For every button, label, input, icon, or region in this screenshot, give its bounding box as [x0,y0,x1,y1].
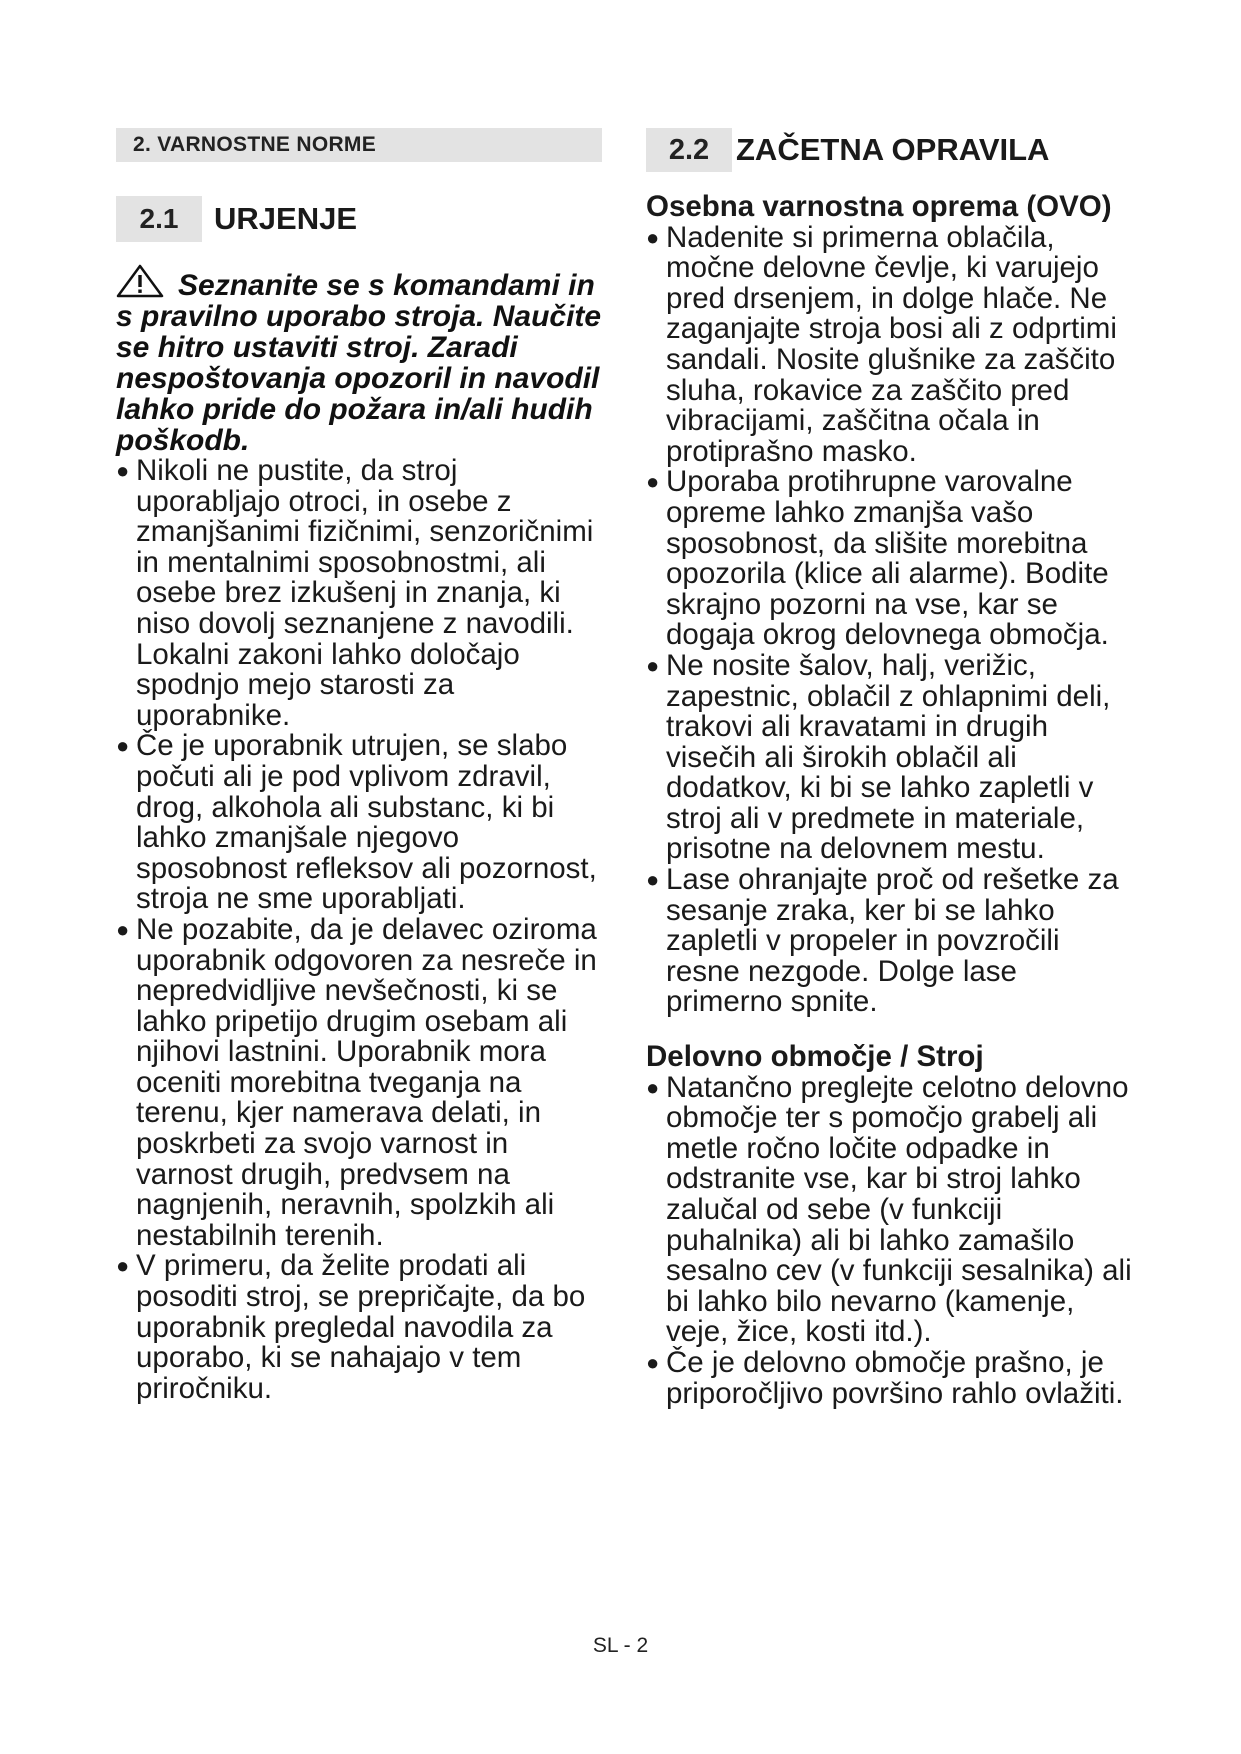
training-list [116,456,602,1404]
list-item-text: Če je uporabnik utrujen, se slabo počuti ali je pod vplivom zdravil, drog, alkohola ali substanc, ki bi lahko zmanjšale njegovo sposobnost refleksov ali pozornost, stroja ne sme uporabljati. [136,729,597,916]
list-item-text: Nikoli ne pustite, da stroj uporabljajo otroci, in osebe z zmanjšanimi fizičnimi, senzoričnimi in mentalnimi sposobnostmi, ali osebe brez izkušenj in znanja, ki niso dovolj seznanjene z navodili. Lokalni zakoni lahko določajo spodnjo mejo starosti za uporabnike. [136,454,594,732]
section-title: 2. VARNOSTNE NORME [116,128,602,162]
warning-text: Seznanite se s komandami in s pravilno uporabo stroja. Naučite se hitro ustaviti stroj. Zaradi nespoštovanja opozoril in navodil lahko pride do požara in/ali hudih poškodb. [116,269,602,457]
bullet-icon: ● [646,1349,660,1375]
warning-block [116,264,602,456]
page-number: SL - 2 [592,1634,649,1657]
warning-triangle-icon [116,264,164,298]
bullet-icon: ● [646,652,660,678]
ovo-list [646,220,1136,1019]
ovo-heading: Osebna varnostna oprema (OVO) [646,190,1112,223]
list-item-text: Lase ohranjajte proč od rešetke za sesanje zraka, ker bi se lahko zapletli v propeler in povzročili resne nezgode. Dolge lase primerno spnite. [666,863,1119,1019]
list-item-text: Ne pozabite, da je delavec oziroma uporabnik odgovoren za nesreče in nepredvidljive nevšečnosti, ki se lahko pripetijo drugim osebam ali njihovi lastnini. Uporabnik mora oceniti morebitna tveganja na terenu, kjer namerava delati, in poskrbeti za svojo varnost in varnost drugih, predvsem na nagnjenih, neravnih, spolzkih ali nestabilnih terenih. [136,912,597,1252]
subsection-urjenje [116,196,602,242]
bullet-icon: ● [646,867,660,893]
list-item-text: V primeru, da želite prodati ali posoditi stroj, se prepričajte, da bo uporabnik pregledal navodila za uporabo, ki se nahajajo v tem priročniku. [136,1249,586,1405]
list-item [116,912,602,1252]
list-item-text: Če je delovno območje prašno, je priporočljivo površino rahlo ovlažiti. [666,1345,1124,1410]
bullet-icon: ● [116,458,130,483]
bullet-icon: ● [116,733,130,759]
list-item-text: Ne nosite šalov, halj, verižic, zapestnic, oblačil z ohlapnimi deli, trakovi ali kravatami in drugih visečih ali širokih oblačil ali dodatkov, ki bi se lahko zapletli v stroj ali v predmete in materiale, prisotne na delovnem mestu. [666,648,1111,866]
bullet-icon: ● [116,916,130,942]
bullet-icon: ● [116,1253,130,1279]
list-item-text: Natančno preglejte celotno delovno območje ter s pomočjo grabelj ali metle ročno ločite odpadke in odstranite vse, kar bi stroj lahko zalučal od sebe (v funkciji puhalnika) ali bi lahko zamašilo sesalno cev (v funkciji sesalnika) ali bi lahko bilo nevarno (kamenje, veje, žice, kosti itd.). [666,1070,1132,1349]
work-area-list [646,1070,1136,1410]
bullet-icon: ● [646,1074,660,1100]
subsection-zacetna [646,128,1136,172]
list-item [646,467,1136,651]
list-item [646,648,1136,866]
list-item [646,1345,1136,1410]
right-column [646,128,1136,1409]
subsection-number: 2.2 [646,128,732,172]
work-area-heading: Delovno območje / Stroj [646,1040,984,1074]
list-item [646,220,1136,468]
subsection-title: ZAČETNA OPRAVILA [736,132,1050,167]
bullet-icon: ● [646,224,660,250]
list-item-text: Nadenite si primerna oblačila, močne delovne čevlje, ki varujejo pred drsenjem, in dolge hlače. Ne zaganjajte stroja bosi ali z odprtimi sandali. Nosite glušnike za zaščito sluha, rokavice za zaščito pred vibracijami, zaščitna očala in protiprašno masko. [666,220,1117,468]
list-item-text: Uporaba protihrupne varovalne opreme lahko zmanjša vašo sposobnost, da slišite morebitna opozorila (klice ali alarme). Bodite skrajno pozorni na vse, kar se dogaja okrog delovnega območja. [666,465,1109,652]
list-item [116,456,602,731]
list-item [116,1251,602,1404]
list-item [646,865,1136,1018]
subsection-number: 2.1 [116,196,202,242]
list-item [116,731,602,915]
subsection-title: URJENJE [214,201,357,236]
list-item [646,1070,1136,1349]
left-column [116,128,602,1404]
bullet-icon: ● [646,469,660,495]
